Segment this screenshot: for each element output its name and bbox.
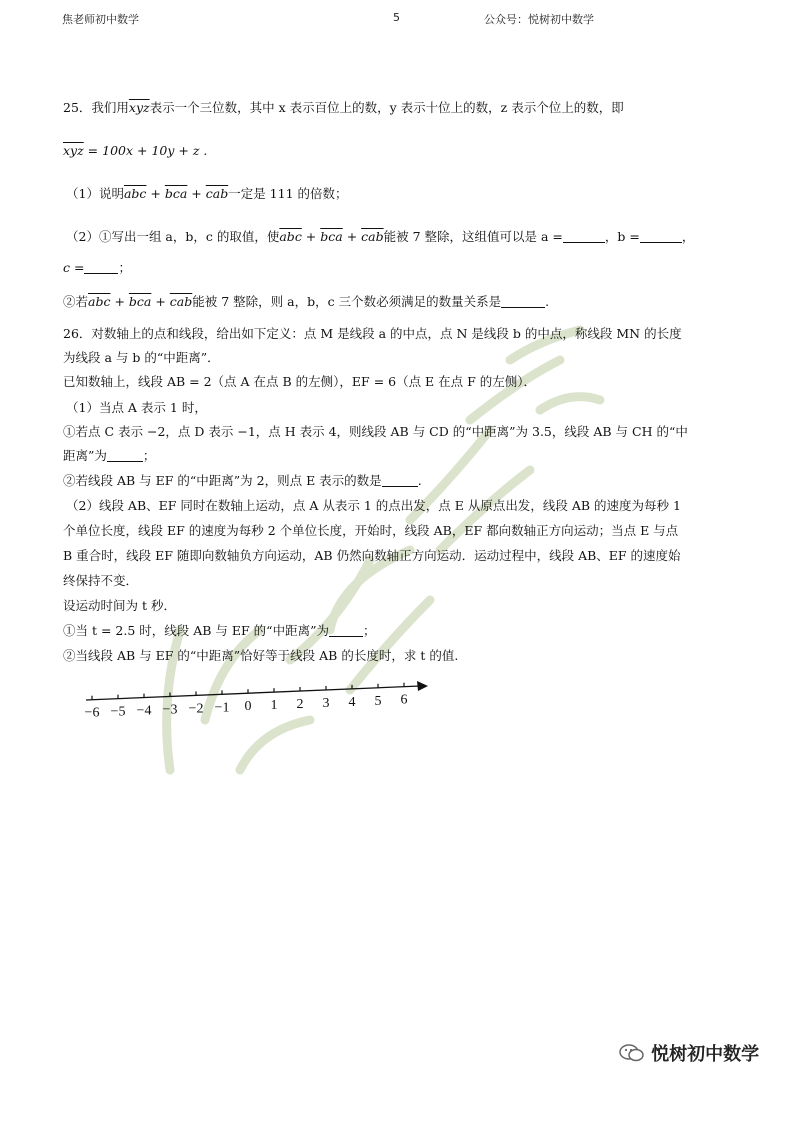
q26-line-6: 距离”为 ；	[63, 448, 156, 463]
number-line-axis	[86, 686, 420, 700]
answer-blank-a[interactable]	[563, 230, 605, 243]
q26-line-14: ②当线段 AB 与 EF 的“中距离”恰好等于线段 AB 的长度时，求 t 的值.	[63, 648, 459, 663]
number-line-label: −2	[188, 701, 204, 717]
footer-brand	[618, 1040, 759, 1066]
page-number: 5	[393, 11, 400, 24]
answer-blank-e[interactable]	[382, 474, 418, 487]
answer-blank-b[interactable]	[640, 230, 682, 243]
q25-formula: $\overline{xyz} = 100x + 10y + z$ .	[63, 143, 208, 158]
header-right: 公众号：悦树初中数学	[484, 13, 594, 26]
number-line-label: 0	[244, 699, 252, 715]
header-left: 焦老师初中数学	[62, 13, 139, 26]
q26-line-13: ①当 t = 2.5 时，线段 AB 与 EF 的“中距离”为 ；	[63, 623, 376, 638]
q25-part1: （1）说明$\overline{abc} + \overline{bca} + \overline{cab}$一定是 111 的倍数；	[66, 186, 348, 201]
answer-blank-relation[interactable]	[501, 295, 545, 308]
number-line-label: 6	[400, 692, 408, 708]
number-line-label: 5	[374, 693, 382, 709]
q25-part2-c: c = ；	[63, 260, 131, 275]
number-line-label: 3	[322, 695, 330, 711]
q26-line-5: ①若点 C 表示 −2，点 D 表示 −1，点 H 表示 4，则线段 AB 与 CD 的“中距离”为 3.5，线段 AB 与 CH 的“中	[63, 424, 688, 439]
number-line-label: −5	[110, 704, 126, 720]
answer-blank-t25[interactable]	[329, 624, 363, 637]
q26-line-8: （2）线段 AB、EF 同时在数轴上运动，点 A 从表示 1 的点出发，点 E 从原点出发，线段 AB 的速度为每秒 1	[66, 498, 681, 513]
number-line-arrow	[417, 681, 428, 691]
q26-line-9: 个单位长度，线段 EF 的速度为每秒 2 个单位长度，开始时，线段 AB，EF 都向数轴正方向运动；当点 E 与点	[63, 523, 679, 538]
q26-line-4: （1）当点 A 表示 1 时，	[66, 400, 207, 415]
number-line-label: 2	[296, 697, 304, 713]
q26-line-11: 终保持不变．	[63, 573, 139, 588]
footer-brand-text: 悦树初中数学	[651, 1044, 760, 1065]
q26-line-2: 为线段 a 与 b 的“中距离”．	[63, 350, 220, 365]
answer-blank-ch[interactable]	[107, 449, 143, 462]
q26-line-7: ②若线段 AB 与 EF 的“中距离”为 2，则点 E 表示的数是 .	[63, 473, 422, 488]
answer-blank-c[interactable]	[84, 261, 118, 274]
number-line-label: −1	[214, 700, 230, 716]
xyz-notation: $\overline{xyz}$	[128, 100, 150, 115]
q25-part2-2: ②若$\overline{abc} + \overline{bca} + \overline{cab}$能被 7 整除，则 a，b，c 三个数必须满足的数量关系是 .	[63, 294, 550, 309]
q25-part2: （2）①写出一组 a，b，c 的取值，使$\overline{abc} + \overline{bca} + \overline{cab}$能被 7 整除，这组值可以是 a = ，b = ，	[66, 229, 695, 244]
q25-intro: 25．我们用$\overline{xyz}$表示一个三位数，其中 x 表示百位上的数，y 表示十位上的数，z 表示个位上的数，即	[63, 100, 624, 115]
number-line-label: 4	[348, 694, 356, 710]
q26-line-10: B 重合时，线段 EF 随即向数轴负方向运动，AB 仍然向数轴正方向运动．运动过程中，线段 AB、EF 的速度始	[63, 548, 681, 563]
q26-line-1: 26．对数轴上的点和线段，给出如下定义：点 M 是线段 a 的中点，点 N 是线段 b 的中点，称线段 MN 的长度	[63, 326, 682, 341]
q26-line-12: 设运动时间为 t 秒．	[63, 598, 176, 613]
q26-line-3: 已知数轴上，线段 AB = 2（点 A 在点 B 的左侧），EF = 6（点 E 在点 F 的左侧）．	[63, 374, 537, 389]
number-line-figure	[76, 678, 436, 728]
number-line-label: 1	[270, 698, 278, 714]
number-line-label: −6	[84, 705, 100, 721]
number-line-label: −4	[136, 703, 152, 719]
wechat-icon	[618, 1042, 646, 1064]
number-line-label: −3	[162, 702, 178, 718]
